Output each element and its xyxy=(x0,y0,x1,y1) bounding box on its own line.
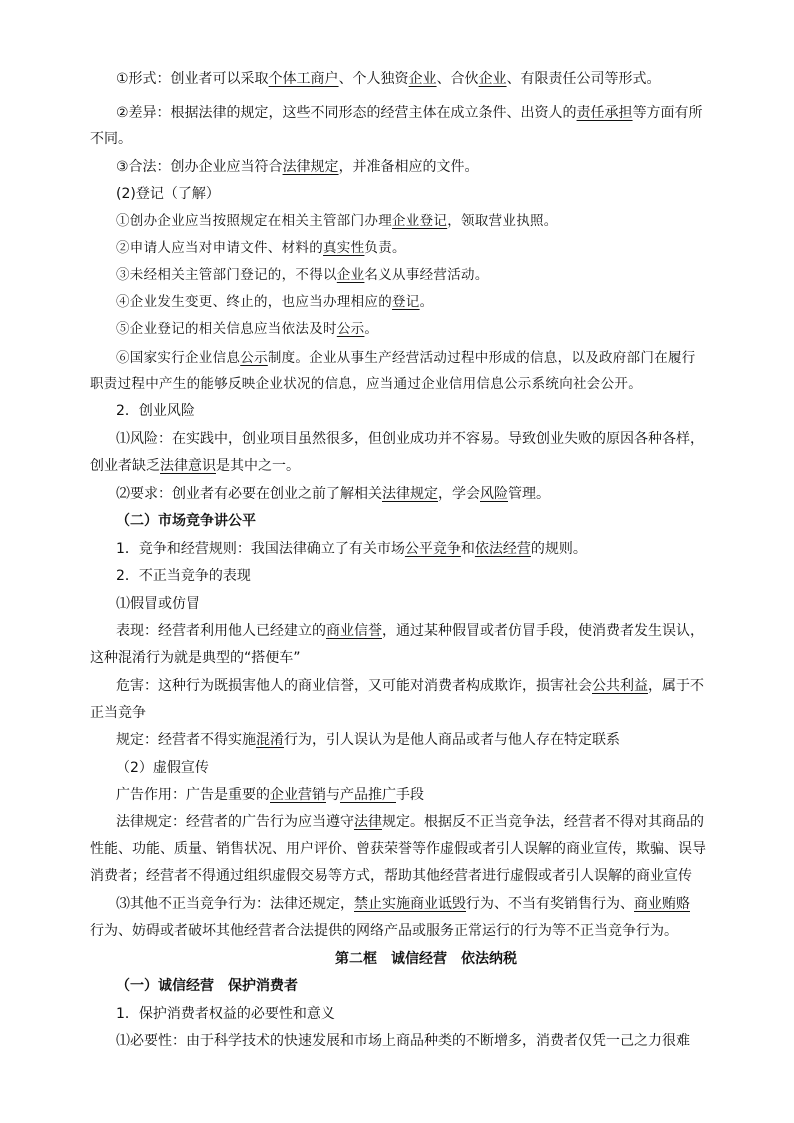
chapter-title: 第二框 诚信经营 依法纳税 xyxy=(335,951,517,967)
section-heading: （二）市场竞争讲公平 xyxy=(116,513,256,529)
section-heading: （2）虚假宣传 xyxy=(116,760,209,776)
text-line: 性能、功能、质量、销售状况、用户评价、曾获荣誉等作虚假或者引人误解的商业宣传，欺骗、误导 xyxy=(90,841,706,857)
text-line: ②差异：根据法律的规定，这些不同形态的经营主体在成立条件、出资人的责任承担等方面有所 xyxy=(116,105,703,121)
section-heading: 2．创业风险 xyxy=(116,403,195,419)
text-line: ⑴必要性：由于科学技术的快速发展和市场上商品种类的不断增多，消费者仅凭一己之力很难 xyxy=(116,1033,690,1049)
text-line: ⑥国家实行企业信息公示制度。企业从事生产经营活动过程中形成的信息，以及政府部门在履行 xyxy=(116,350,696,366)
text-line: 规定：经营者不得实施混淆行为，引人误认为是他人商品或者与他人存在特定联系 xyxy=(116,732,620,748)
text-line: ⑤企业登记的相关信息应当依法及时公示。 xyxy=(116,321,379,337)
text-line: ③合法：创办企业应当符合法律规定，并准备相应的文件。 xyxy=(116,159,479,175)
text-line: 广告作用：广告是重要的企业营销与产品推广手段 xyxy=(116,787,424,803)
text-line: 法律规定：经营者的广告行为应当遵守法律规定。根据反不正当竞争法，经营者不得对其商品的 xyxy=(116,814,704,830)
text-line: ⑵要求：创业者有必要在创业之前了解相关法律规定，学会风险管理。 xyxy=(116,486,550,502)
section-heading: 2．不正当竞争的表现 xyxy=(116,568,251,584)
text-line: 不同。 xyxy=(90,131,132,147)
section-heading: (2)登记（了解） xyxy=(116,186,220,202)
section-heading: 1．保护消费者权益的必要性和意义 xyxy=(116,1006,335,1022)
text-line: 1．竞争和经营规则：我国法律确立了有关市场公平竞争和依法经营的规则。 xyxy=(116,541,587,557)
text-line: 表现：经营者利用他人已经建立的商业信誉，通过某种假冒或者仿冒手段，使消费者发生误认， xyxy=(116,623,704,639)
text-line: 职责过程中产生的能够反映企业状况的信息，应当通过企业信用信息公示系统向社会公开。 xyxy=(90,376,642,392)
text-line: 消费者；经营者不得通过组织虚假交易等方式，帮助其他经营者进行虚假或者引人误解的商业宣传 xyxy=(90,868,692,884)
text-line: ⑶其他不正当竞争行为：法律还规定，禁止实施商业诋毁行为、不当有奖销售行为、商业贿赂 xyxy=(116,896,690,912)
text-line: 行为、妨碍或者破坏其他经营者合法提供的网络产品或服务正常运行的行为等不正当竞争行为。 xyxy=(90,923,678,939)
text-line: 创业者缺乏法律意识是其中之一。 xyxy=(90,458,300,474)
text-line: 正当竞争 xyxy=(90,705,146,721)
section-heading: ⑴假冒或仿冒 xyxy=(116,596,200,612)
text-line: 危害：这种行为既损害他人的商业信誉，又可能对消费者构成欺诈，损害社会公共利益，属于不 xyxy=(116,678,704,694)
text-line: ⑴风险：在实践中，创业项目虽然很多，但创业成功并不容易。导致创业失败的原因各种各样， xyxy=(116,431,704,447)
text-line: ②申请人应当对申请文件、材料的真实性负责。 xyxy=(116,240,406,256)
text-line: ④企业发生变更、终止的，也应当办理相应的登记。 xyxy=(116,294,434,310)
text-line: 这种混淆行为就是典型的“搭便车” xyxy=(90,650,301,666)
text-line: ①创办企业应当按照规定在相关主管部门办理企业登记，领取营业执照。 xyxy=(116,213,558,229)
section-heading: （一）诚信经营 保护消费者 xyxy=(116,978,298,994)
text-line: ③未经相关主管部门登记的，不得以企业名义从事经营活动。 xyxy=(116,267,489,283)
text-line: ①形式：创业者可以采取个体工商户、个人独资企业、合伙企业、有限责任公司等形式。 xyxy=(116,71,661,87)
